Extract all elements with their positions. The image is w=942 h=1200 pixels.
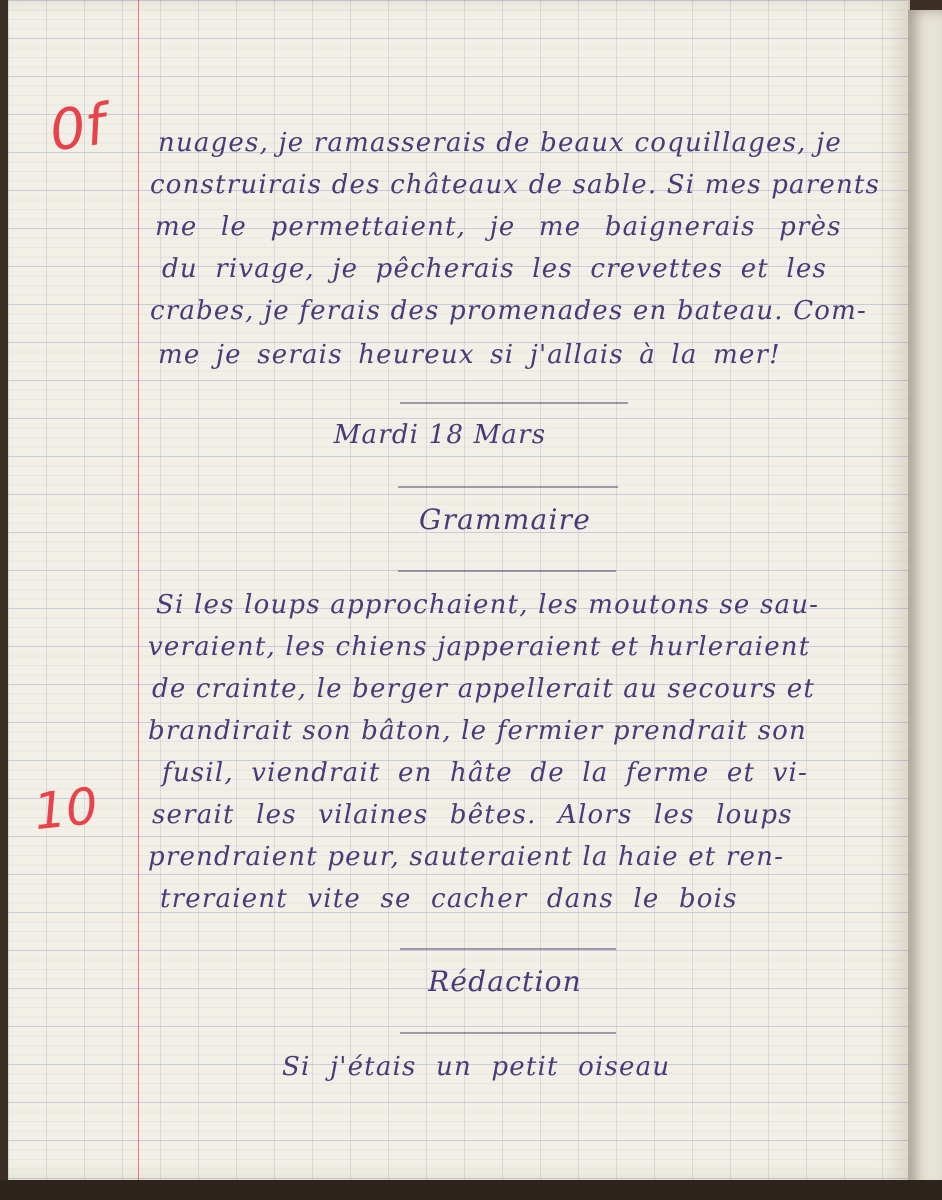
divider-rule	[398, 486, 618, 488]
grammar-line: de crainte, le berger appellerait au secours et	[152, 674, 815, 704]
grade-mark-bottom: 10	[31, 776, 101, 842]
section-title-redaction: Rédaction	[428, 965, 582, 998]
margin-line	[138, 0, 139, 1180]
passage-line: nuages, je ramasserais de beaux coquillages, je	[158, 128, 842, 158]
divider-rule	[400, 948, 616, 950]
passage-line: du rivage, je pêcherais les crevettes et les	[162, 254, 828, 284]
next-page-edge	[908, 10, 942, 1190]
passage-line: me je serais heureux si j'allais à la mer!	[158, 340, 781, 370]
binding-edge	[0, 1180, 942, 1200]
grade-mark-top: 0f	[45, 92, 110, 165]
date-heading: Mardi 18 Mars	[333, 420, 547, 450]
grammar-line: Si les loups approchaient, les moutons se sau-	[156, 590, 820, 620]
passage-line: construirais des châteaux de sable. Si mes parents	[150, 170, 881, 200]
passage-line: me le permettaient, je me baignerais près	[155, 212, 842, 242]
section-title-grammaire: Grammaire	[419, 503, 591, 536]
divider-rule	[398, 570, 616, 572]
grammar-line: veraient, les chiens japperaient et hurleraient	[148, 632, 811, 662]
divider-rule	[400, 402, 628, 404]
grammar-line: serait les vilaines bêtes. Alors les loups	[152, 800, 793, 830]
passage-line: crabes, je ferais des promenades en bateau. Com-	[150, 296, 867, 326]
grammar-line: treraient vite se cacher dans le bois	[160, 884, 738, 914]
grammar-line: prendraient peur, sauteraient la haie et ren-	[148, 842, 785, 872]
divider-rule	[400, 1032, 616, 1034]
grammar-line: brandirait son bâton, le fermier prendrait son	[148, 716, 807, 746]
grammar-line: fusil, viendrait en hâte de la ferme et vi-	[162, 758, 808, 788]
redaction-title: Si j'étais un petit oiseau	[282, 1052, 671, 1082]
